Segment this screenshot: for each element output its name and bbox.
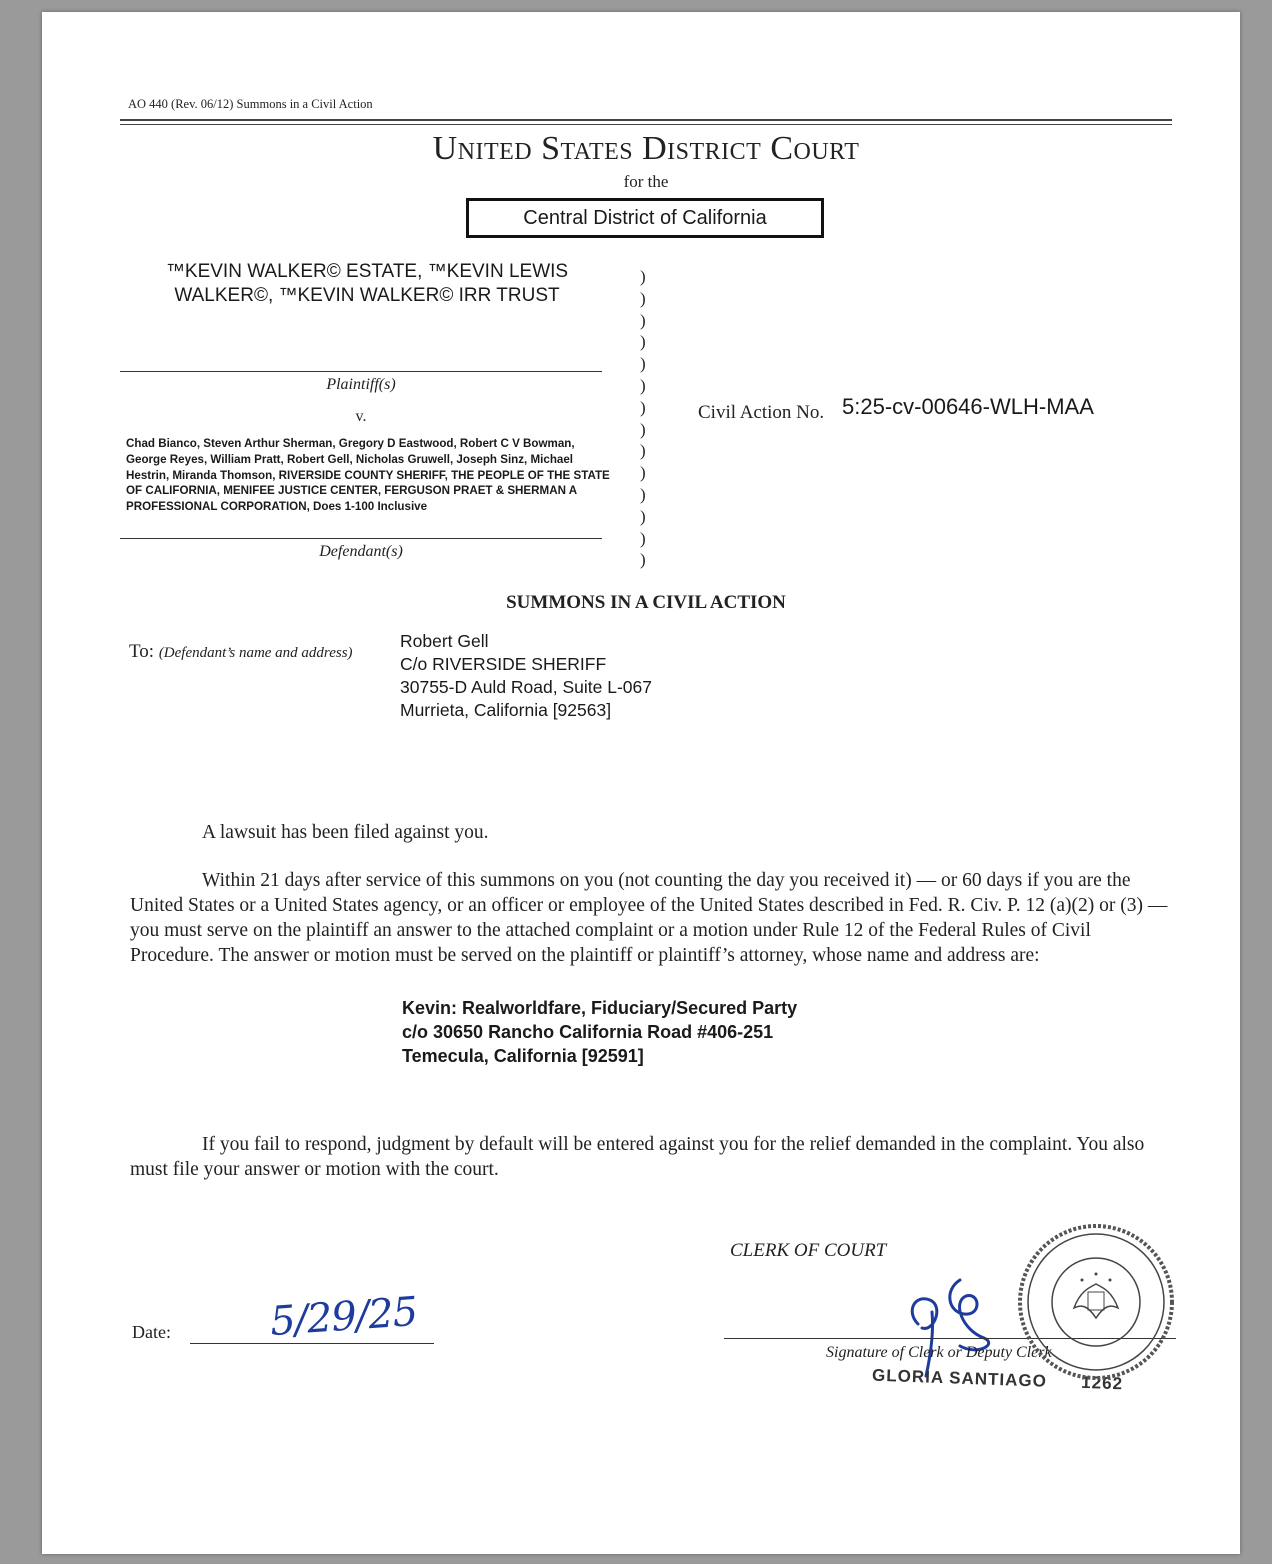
clerk-name: GLORIA SANTIAGO [871,1365,1048,1391]
plaintiff-label: Plaintiff(s) [326,376,396,393]
plaintiffs-names: ™KEVIN WALKER© ESTATE, ™KEVIN LEWIS WALKER©, ™KEVIN WALKER© IRR TRUST [165,261,569,306]
defendant-address-line1: Robert Gell [400,631,489,651]
paragraph-within-21-days-text: Within 21 days after service of this summons on you (not counting the day you received it) — or 60 days if you are the United States or a United States agency, or an officer or employee of the United States described in Fed. R. Civ. P. 12 (a)(2) or (3) — you must serve on the plaintiff an answer to the attached complaint or a motion under Rule 12 of the Federal Rules of Civil Procedure. The answer or motion must be served on the plaintiff or plaintiff’s attorney, whose name and address are: [130,870,1168,966]
paragraph-within-21-days [130,868,1170,968]
handwritten-date: 5/29/25 [268,1288,419,1346]
date-label: Date: [132,1322,171,1342]
header-rule-thin [120,124,1172,125]
district-box: Central District of California [466,198,824,238]
court-seal-icon [1016,1222,1176,1382]
plaintiff-rule [120,371,602,372]
date-line [190,1343,434,1344]
defendant-rule [120,538,602,539]
plaintiff-address-line3: Temecula, California [92591] [402,1046,644,1066]
plaintiff-address [402,996,797,1068]
paragraph-lawsuit-text: A lawsuit has been filed against you. [202,822,489,843]
clerk-of-court-label: CLERK OF COURT [730,1240,887,1261]
header-rule-thick [120,119,1172,121]
civil-action-label: Civil Action No. [698,402,825,423]
clerk-id: 1262 [1080,1372,1124,1394]
to-word: To: [129,641,155,662]
summons-title: SUMMONS IN A CIVIL ACTION [506,592,786,613]
paragraph-default-text: If you fail to respond, judgment by default will be entered against you for the relief demanded in the complaint. You also must file your answer or motion with the court. [130,1134,1145,1180]
signature-label: Signature of Clerk or Deputy Clerk [826,1344,1052,1361]
caption-parens: ) ) ) ) ) ) ) ) ) ) ) ) ) ) [640,267,646,570]
defendant-address-line4: Murrieta, California [92563] [400,700,612,720]
to-label [129,641,353,663]
for-the-label: for the [623,172,669,191]
versus-label: v. [355,408,367,425]
summons-page [42,12,1240,1554]
defendant-address-line2: C/o RIVERSIDE SHERIFF [400,654,607,674]
defendant-address-line3: 30755-D Auld Road, Suite L-067 [400,677,652,697]
clerk-signature-mark [900,1272,1010,1382]
paragraph-lawsuit [130,820,1170,845]
paragraph-default [130,1132,1170,1182]
defendants-names: Chad Bianco, Steven Arthur Sherman, Gregory D Eastwood, Robert C V Bowman, George Reyes, William Pratt, Robert Gell, Nicholas Gruwell, Joseph Sinz, Michael Hestrin, Miranda Thomson, RIVERSIDE COUNTY SHERIFF, THE PEOPLE OF THE STATE OF CALIFORNIA, MENIFEE JUSTICE CENTER, FERGUSON PRAET & SHERMAN A PROFESSIONAL CORPORATION, Does 1-100 Inclusive [126,437,610,514]
plaintiff-address-line2: c/o 30650 Rancho California Road #406-251 [402,1022,774,1042]
civil-action-number: 5:25-cv-00646-WLH-MAA [842,394,1094,419]
form-id-line: AO 440 (Rev. 06/12) Summons in a Civil Action [128,97,373,111]
to-sublabel: (Defendant’s name and address) [158,645,353,661]
defendant-address [400,630,652,722]
court-title: United States District Court [432,130,860,167]
defendant-label: Defendant(s) [319,543,403,560]
plaintiff-address-line1: Kevin: Realworldfare, Fiduciary/Secured Party [402,998,798,1018]
